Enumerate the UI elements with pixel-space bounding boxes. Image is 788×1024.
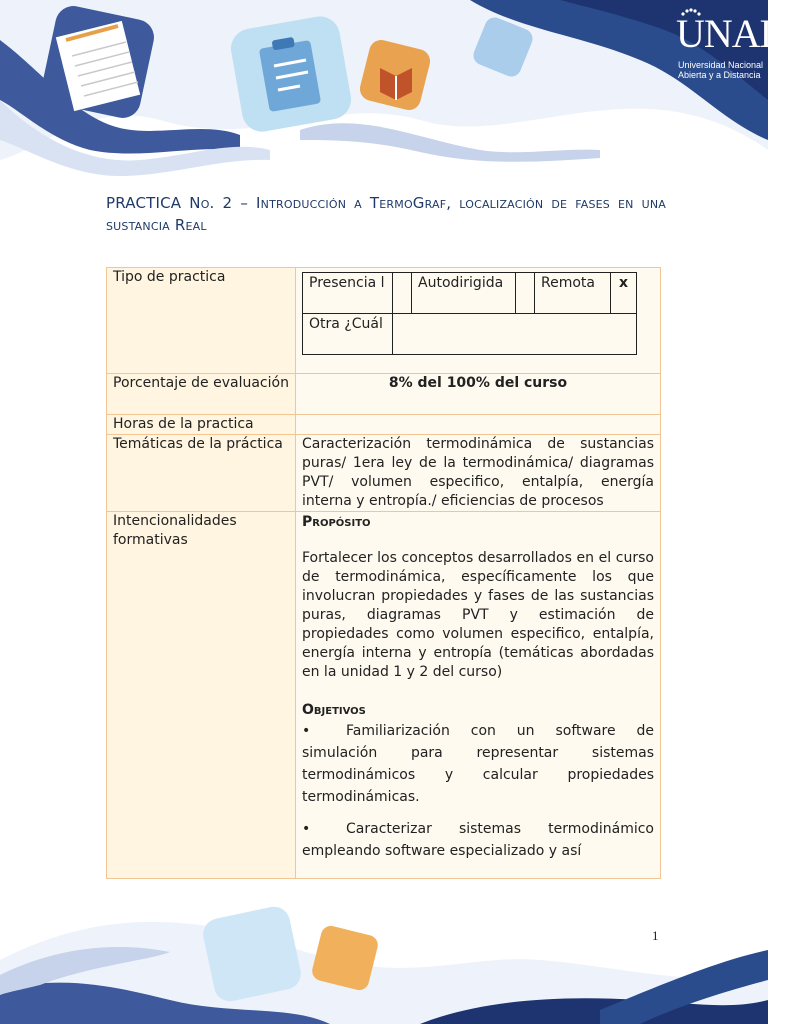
bullet-icon: • <box>302 723 311 739</box>
footer-tile-icon <box>200 904 304 1004</box>
table-row-porcentaje <box>107 374 661 415</box>
value-tematicas: Caracterización termodinámica de sustancias puras/ 1era ley de la termodinámica/ diagramas PVT/ volumen especifico, entalpía, energía interna y entropía./ eficiencias de procesos <box>296 435 661 512</box>
page-number: 1 <box>652 928 659 943</box>
label-horas: Horas de la practica <box>107 415 296 435</box>
value-tipo <box>296 268 661 374</box>
practice-table <box>106 267 661 879</box>
objetivos-heading: Objetivos <box>302 702 366 718</box>
label-tematicas: Temáticas de la práctica <box>107 435 296 512</box>
checkbox-presencial[interactable] <box>393 273 412 314</box>
proposito-heading: Propósito <box>302 514 371 530</box>
label-porcentaje: Porcentaje de evaluación <box>107 374 296 415</box>
table-row-intencionalidades <box>107 512 661 879</box>
value-porcentaje: 8% del 100% del curso <box>296 374 661 415</box>
objetivo-item: • Caracterizar sistemas termodinámico empleando software especializado y así <box>302 818 654 862</box>
option-remota: Remota <box>535 273 611 314</box>
unad-logo <box>676 8 788 88</box>
option-otra: Otra ¿Cuál <box>303 314 393 355</box>
clipboard-icon <box>228 13 354 135</box>
label-tipo: Tipo de practica <box>107 268 296 374</box>
table-row-tipo <box>107 268 661 374</box>
logo-subtitle-1: Universidad Nacional <box>678 60 764 70</box>
label-intencionalidades: Intencionalidades formativas <box>107 512 296 879</box>
objetivo-item: • Familiarización con un software de simulación para representar sistemas termodinámicos y calcular propiedades termodinámicas. <box>302 720 654 808</box>
bullet-icon: • <box>302 821 311 837</box>
table-row-horas <box>107 415 661 435</box>
value-intencionalidades <box>296 512 661 879</box>
checkbox-autodirigida[interactable] <box>516 273 535 314</box>
logo-wordmark: UNAD <box>676 11 788 56</box>
option-autodirigida: Autodirigida <box>412 273 516 314</box>
logo-subtitle-2: Abierta y a Distancia <box>678 70 761 80</box>
table-row-tematicas <box>107 435 661 512</box>
otra-value[interactable] <box>393 314 637 355</box>
value-horas <box>296 415 661 435</box>
page-title: PRACTICA No. 2 – Introducción a TermoGraf, localización de fases en una sustancia Real <box>106 194 666 234</box>
practice-type-grid <box>302 272 637 355</box>
notepad-icon <box>39 3 158 122</box>
option-presencial: Presencia l <box>303 273 393 314</box>
proposito-text: Fortalecer los conceptos desarrollados en el curso de termodinámica, específicamente los que involucran propiedades y fases de las sustancias puras, diagramas PVT y estimación de propiedades como volumen especifico, entalpía, energía interna y entropía (temáticas abordadas en la unidad 1 y 2 del curso) <box>302 550 654 680</box>
checkbox-remota[interactable]: x <box>611 273 637 314</box>
